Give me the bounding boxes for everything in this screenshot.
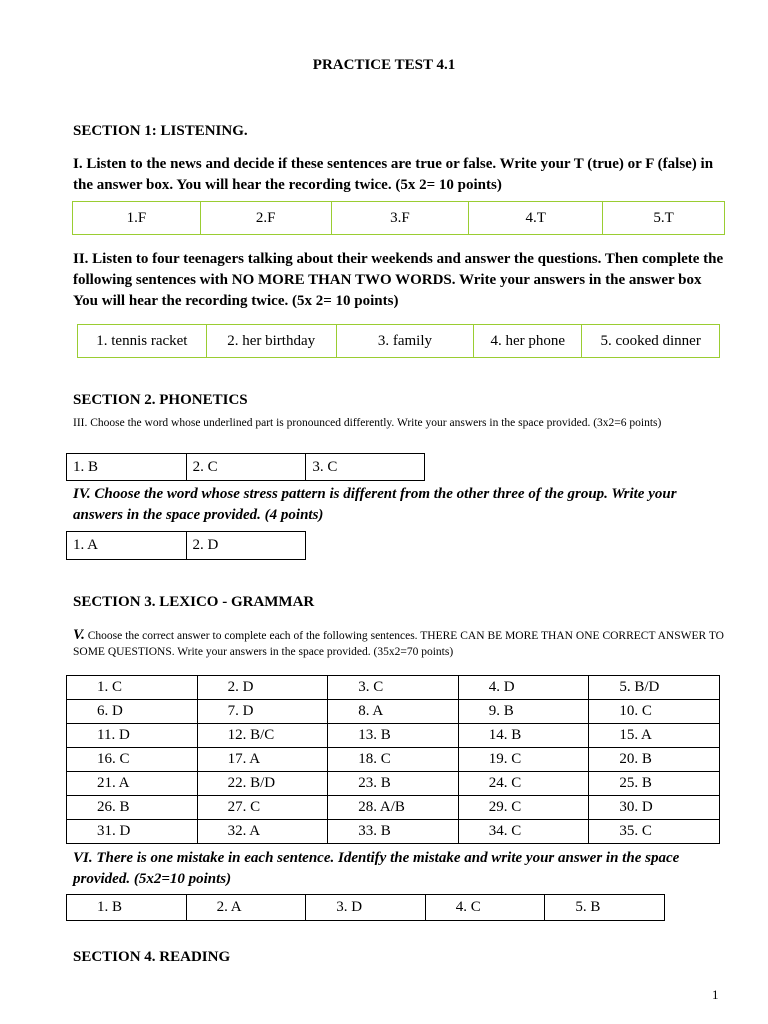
part2-answer-table [77,324,720,358]
part2-instructions: II. Listen to four teenagers talking about their weekends and answer the questions. Then complete the following sentences with NO MORE THAN TWO WORDS. Write your answers in the answer box You will hear the recording twice. (5x 2= 10 points) [73,251,724,309]
answer-cell: 7. D [197,700,328,724]
answer-cell: 1. C [67,676,198,700]
answer-cell: 4. D [458,676,589,700]
answer-cell: 17. A [197,748,328,772]
part1-answer-table [72,201,725,235]
part6-answer-table [66,894,665,921]
answer-cell: 27. C [197,796,328,820]
answer-cell: 34. C [458,820,589,844]
answer-cell: 15. A [589,724,720,748]
section4-heading: SECTION 4. READING [73,949,231,965]
answer-cell: 21. A [67,772,198,796]
part1-instructions: I. Listen to the news and decide if these sentences are true or false. Write your T (true) or F (false) in the answer box. You will hear the recording twice. (5x 2= 10 points) [73,156,714,193]
page-title: PRACTICE TEST 4.1 [312,57,456,73]
part3-answer-table [66,453,425,481]
answer-cell: 3. C [306,454,425,481]
answer-cell: 4.T [469,202,603,235]
section1-heading: SECTION 1: LISTENING. [73,123,248,139]
answer-cell: 29. C [458,796,589,820]
answer-cell: 13. B [328,724,459,748]
answer-cell: 1. A [67,532,187,560]
answer-cell: 4. C [425,895,545,921]
answer-cell: 28. A/B [328,796,459,820]
answer-cell: 1.F [73,202,201,235]
table-row [67,772,720,796]
section2-heading: SECTION 2. PHONETICS [73,392,248,408]
section3-heading: SECTION 3. LEXICO - GRAMMAR [73,594,315,610]
table-row [67,676,720,700]
answer-cell: 2. her birthday [206,325,336,358]
table-row [67,820,720,844]
answer-cell: 3. family [336,325,474,358]
answer-cell: 32. A [197,820,328,844]
answer-cell: 1. B [67,895,187,921]
answer-cell: 2.F [200,202,331,235]
answer-cell: 1. B [67,454,187,481]
answer-cell: 5. B/D [589,676,720,700]
answer-cell: 30. D [589,796,720,820]
part4-instructions: IV. Choose the word whose stress pattern is different from the other three of the group. Write your answers in the space provided. (4 points) [73,486,677,523]
answer-cell: 5. B [545,895,665,921]
answer-cell: 2. D [197,676,328,700]
answer-cell: 11. D [67,724,198,748]
part3-instructions: III. Choose the word whose underlined part is pronounced differently. Write your answers in the space provided. (3x2=6 points) [73,417,662,429]
answer-cell: 2. A [186,895,306,921]
page-number: 1 [712,987,719,1002]
answer-cell: 18. C [328,748,459,772]
answer-cell: 23. B [328,772,459,796]
answer-cell: 1. tennis racket [78,325,207,358]
table-row [67,700,720,724]
part5-text: Choose the correct answer to complete each of the following sentences. THERE CAN BE MORE THAN ONE CORRECT ANSWER TO SOME QUESTIONS. Write your answers in the space provided. (35x2=70 points) [73,630,724,658]
answer-cell: 22. B/D [197,772,328,796]
answer-cell: 4. her phone [474,325,582,358]
table-row [67,796,720,820]
answer-cell: 8. A [328,700,459,724]
answer-cell: 5. cooked dinner [582,325,720,358]
answer-cell: 2. D [186,532,306,560]
answer-cell: 20. B [589,748,720,772]
table-row [67,724,720,748]
answer-cell: 9. B [458,700,589,724]
part4-answer-table [66,531,306,560]
part5-label: V. [73,627,85,643]
answer-cell: 16. C [67,748,198,772]
part5-instructions [73,627,724,660]
part5-answer-table [66,675,720,844]
answer-cell: 35. C [589,820,720,844]
table-row [67,748,720,772]
answer-cell: 3.F [331,202,469,235]
answer-cell: 25. B [589,772,720,796]
part6-instructions: VI. There is one mistake in each sentence. Identify the mistake and write your answer in the space provided. (5x2=10 points) [73,850,680,887]
answer-cell: 33. B [328,820,459,844]
answer-cell: 24. C [458,772,589,796]
answer-cell: 6. D [67,700,198,724]
answer-cell: 2. C [186,454,306,481]
answer-cell: 12. B/C [197,724,328,748]
answer-cell: 5.T [603,202,725,235]
answer-cell: 10. C [589,700,720,724]
answer-cell: 26. B [67,796,198,820]
answer-cell: 14. B [458,724,589,748]
answer-cell: 19. C [458,748,589,772]
answer-cell: 3. C [328,676,459,700]
answer-cell: 31. D [67,820,198,844]
answer-cell: 3. D [306,895,426,921]
